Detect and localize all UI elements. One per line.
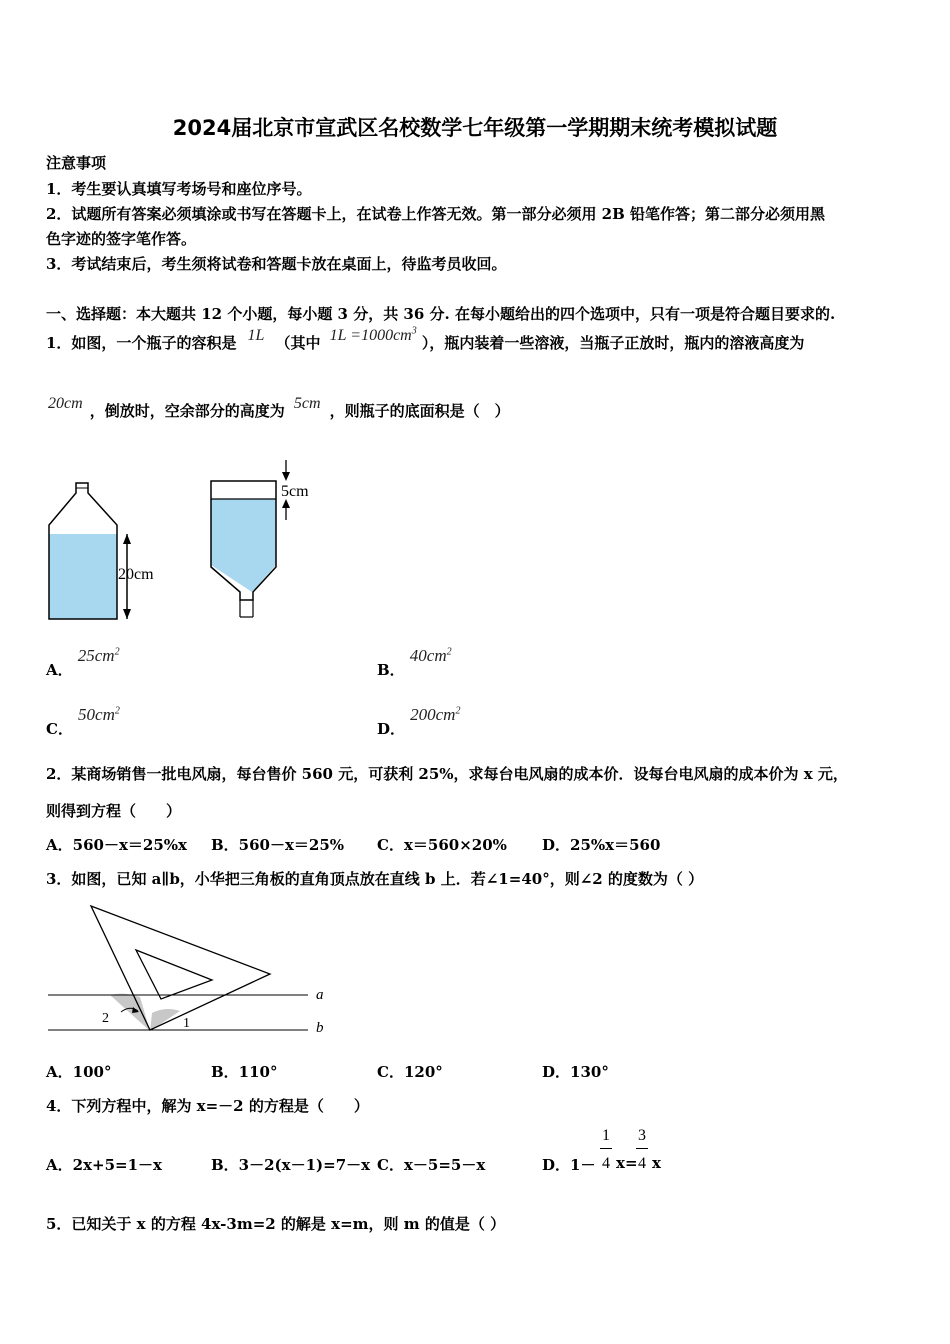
section-heading: 一、选择题：本大题共 12 个小题，每小题 3 分，共 36 分. 在每小题给出的四个选项中，只有一项是符合题目要求的. bbox=[46, 305, 836, 323]
q4-option-b: B．3－2(x－1)=7－x bbox=[211, 1156, 371, 1174]
angle-2-shade bbox=[110, 994, 150, 1031]
q1-option-b: B． $40cm^2$ bbox=[377, 646, 452, 679]
q4-d-label: D．1－ bbox=[542, 1156, 596, 1174]
q3-option-c: C．120° bbox=[377, 1063, 443, 1081]
label-angle-1: 1 bbox=[183, 1016, 190, 1031]
q2-option-c: C．x＝560×20% bbox=[377, 836, 507, 854]
q4-d-mid: x= bbox=[616, 1154, 638, 1172]
question-1-line1 bbox=[46, 325, 805, 353]
q2-option-a: A．560－x＝25%x bbox=[46, 836, 187, 854]
q4-d-frac1-bar bbox=[600, 1148, 612, 1149]
question-2-line1: 2．某商场销售一批电风扇，每台售价 560 元，可获利 25%，求每台电风扇的成本价．设每台电风扇的成本价为 x 元， bbox=[46, 765, 848, 783]
q1-option-c: C． $50cm^2$ bbox=[46, 705, 120, 738]
label-line-a: a bbox=[316, 987, 324, 1003]
question-1-line2 bbox=[48, 395, 510, 421]
question-3-text: 3．如图，已知 a∥b，小华把三角板的直角顶点放在直线 b 上．若∠1=40°，则∠2 的度数为（ ） bbox=[46, 870, 704, 888]
q1-text-5: ，则瓶子的底面积是（ ） bbox=[329, 402, 510, 420]
question-4-text: 4．下列方程中，解为 x=－2 的方程是（ ） bbox=[46, 1097, 369, 1115]
q3-option-d: D．130° bbox=[542, 1063, 609, 1081]
label-20cm: 20cm bbox=[118, 566, 154, 583]
q1-math-1: 1L bbox=[247, 327, 265, 344]
label-line-b: b bbox=[316, 1020, 324, 1036]
q4-option-a: A．2x+5=1－x bbox=[46, 1156, 162, 1174]
q4-d-frac1-num: 1 bbox=[602, 1127, 610, 1144]
q4-d-frac2-den: 4 bbox=[638, 1155, 646, 1172]
set-square-inner bbox=[136, 950, 212, 999]
q1-option-a: A． $25cm^2$ bbox=[46, 646, 120, 679]
q1-text-4: ，倒放时，空余部分的高度为 bbox=[89, 402, 285, 420]
notice-item-2-cont: 色字迹的签字笔作答。 bbox=[46, 230, 197, 248]
q1-math-4: 5cm bbox=[293, 395, 321, 412]
q4-d-frac2-num: 3 bbox=[638, 1127, 646, 1144]
q3-option-a: A．100° bbox=[46, 1063, 112, 1081]
question-5-text: 5．已知关于 x 的方程 4x-3m=2 的解是 x=m，则 m 的值是（ ） bbox=[46, 1215, 506, 1233]
page-title: 2024届北京市宣武区名校数学七年级第一学期期末统考模拟试题 bbox=[172, 116, 778, 140]
q2-option-b: B．560－x＝25% bbox=[211, 836, 345, 854]
q1-math-2: $1L =1000cm^3$ bbox=[329, 325, 417, 344]
q1-text-1: 1．如图，一个瓶子的容积是 bbox=[46, 334, 237, 352]
q1-text-3: ），瓶内装着一些溶液，当瓶子正放时，瓶内的溶液高度为 bbox=[421, 334, 805, 352]
bottle-figure bbox=[40, 455, 340, 630]
q1-math-3: 20cm bbox=[48, 395, 83, 412]
q1-option-d: D． $200cm^2$ bbox=[377, 705, 461, 738]
notice-item-2: 2．试题所有答案必须填涂或书写在答题卡上，在试卷上作答无效。第一部分必须用 2B 铅笔作答；第二部分必须用黑 bbox=[46, 205, 826, 223]
q4-option-d bbox=[542, 1127, 682, 1177]
label-5cm: 5cm bbox=[281, 483, 309, 500]
q4-d-frac2-bar bbox=[636, 1148, 648, 1149]
notice-heading: 注意事项 bbox=[46, 154, 107, 172]
notice-item-3: 3．考试结束后，考生须将试卷和答题卡放在桌面上，待监考员收回。 bbox=[46, 255, 507, 273]
q4-d-frac1-den: 4 bbox=[602, 1155, 610, 1172]
q4-option-c: C．x－5=5－x bbox=[377, 1156, 486, 1174]
notice-item-1: 1．考生要认真填写考场号和座位序号。 bbox=[46, 180, 312, 198]
label-angle-2: 2 bbox=[102, 1011, 109, 1026]
triangle-figure bbox=[40, 900, 340, 1040]
q1-text-2: （其中 bbox=[275, 334, 321, 352]
q2-option-d: D．25%x＝560 bbox=[542, 836, 661, 854]
liquid-upright bbox=[49, 534, 117, 619]
q3-option-b: B．110° bbox=[211, 1063, 278, 1081]
question-2-line2: 则得到方程（ ） bbox=[46, 802, 182, 820]
q4-d-end: x bbox=[652, 1154, 661, 1172]
